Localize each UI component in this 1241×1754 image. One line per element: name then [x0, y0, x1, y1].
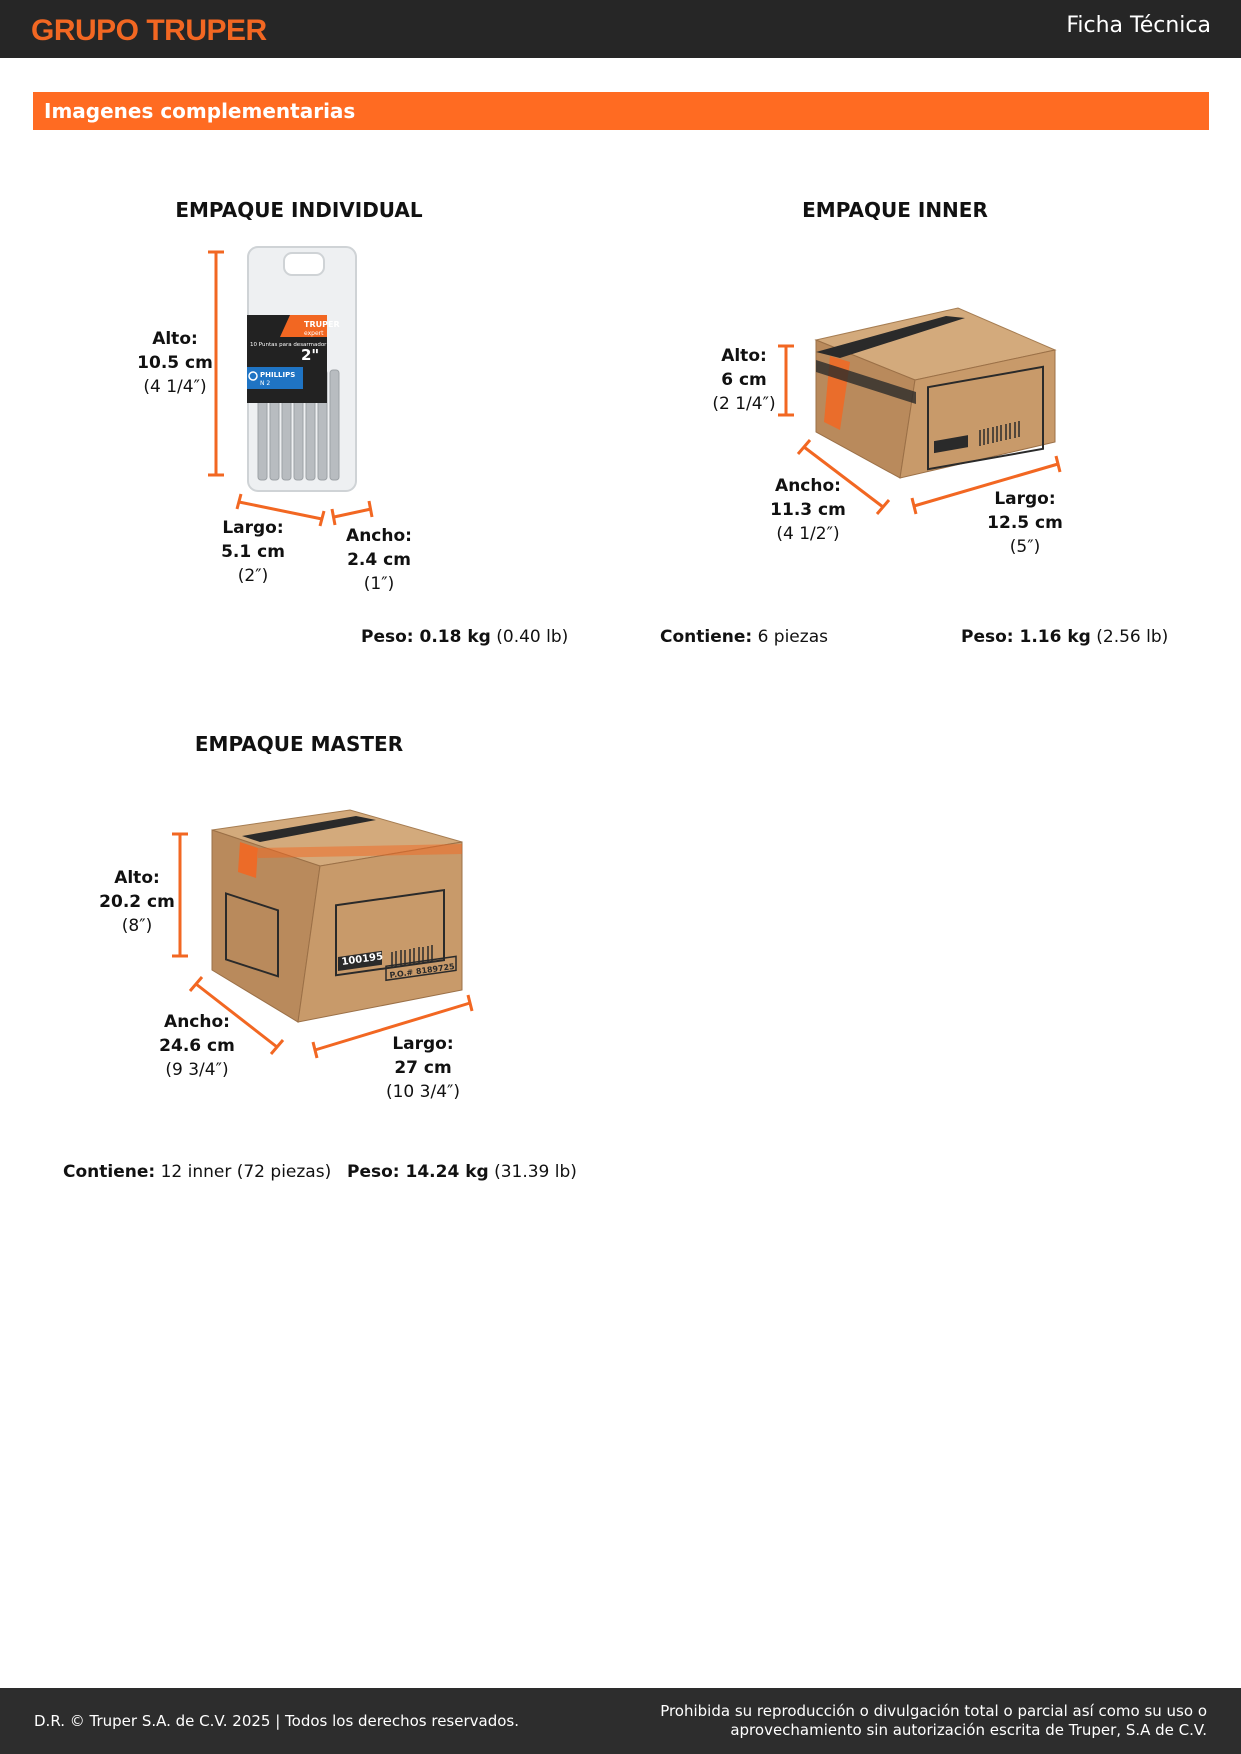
legal-notice — [647, 1702, 1207, 1740]
svg-text:PHILLIPS: PHILLIPS — [260, 371, 296, 379]
master-package-title: EMPAQUE MASTER — [194, 732, 404, 756]
svg-text:N 2: N 2 — [260, 380, 271, 387]
master-weight: Peso: 14.24 kg (31.39 lb) — [347, 1162, 577, 1182]
master-height-label: Alto: 20.2 cm (8″) — [99, 868, 175, 936]
individual-width-dimension-line — [332, 501, 372, 525]
master-width-label: Ancho: 24.6 cm (9 3/4″) — [159, 1012, 235, 1080]
inner-width-label: Ancho: 11.3 cm (4 1/2″) — [770, 476, 846, 544]
individual-length-label: Largo: 5.1 cm (2″) — [221, 518, 285, 586]
legal-notice-line: Prohibida su reproducción o divulgación total o parcial así como su uso o — [660, 1702, 1207, 1720]
svg-text:100195: 100195 — [340, 951, 384, 968]
legal-notice-line: aprovechamiento sin autorización escrita de Truper, S.A de C.V. — [730, 1721, 1207, 1739]
page-header — [0, 0, 1241, 58]
inner-package-title: EMPAQUE INNER — [802, 198, 988, 222]
svg-text:10 Puntas para desarmador: 10 Puntas para desarmador — [250, 342, 327, 348]
individual-package-title: EMPAQUE INDIVIDUAL — [175, 198, 423, 222]
inner-length-label: Largo: 12.5 cm (5″) — [987, 489, 1063, 557]
individual-weight: Peso: 0.18 kg (0.40 lb) — [361, 627, 569, 647]
individual-width-label: Ancho: 2.4 cm (1″) — [346, 526, 412, 594]
svg-text:P.O.# 8189725: P.O.# 8189725 — [389, 961, 456, 980]
document-title: Ficha Técnica — [1066, 13, 1211, 38]
svg-text:TRUPER: TRUPER — [304, 320, 340, 329]
master-contents: Contiene: 12 inner (72 piezas) — [63, 1162, 332, 1182]
section-header — [33, 92, 1209, 130]
section-title: Imagenes complementarias — [44, 99, 356, 123]
inner-contents: Contiene: 6 piezas — [660, 627, 828, 647]
svg-text:2": 2" — [301, 346, 320, 364]
individual-height-label: Alto: 10.5 cm (4 1/4″) — [137, 329, 213, 397]
svg-text:expert: expert — [304, 330, 324, 337]
copyright-text: D.R. © Truper S.A. de C.V. 2025 | Todos los derechos reservados. — [34, 1712, 519, 1730]
svg-text:100195: 100195 — [934, 465, 974, 482]
brand-logo: GRUPO TRUPER — [31, 14, 267, 47]
page-footer — [0, 1688, 1241, 1754]
inner-height-label: Alto: 6 cm (2 1/4″) — [712, 346, 776, 414]
master-length-label: Largo: 27 cm (10 3/4″) — [385, 1034, 460, 1102]
inner-weight: Peso: 1.16 kg (2.56 lb) — [961, 627, 1169, 647]
